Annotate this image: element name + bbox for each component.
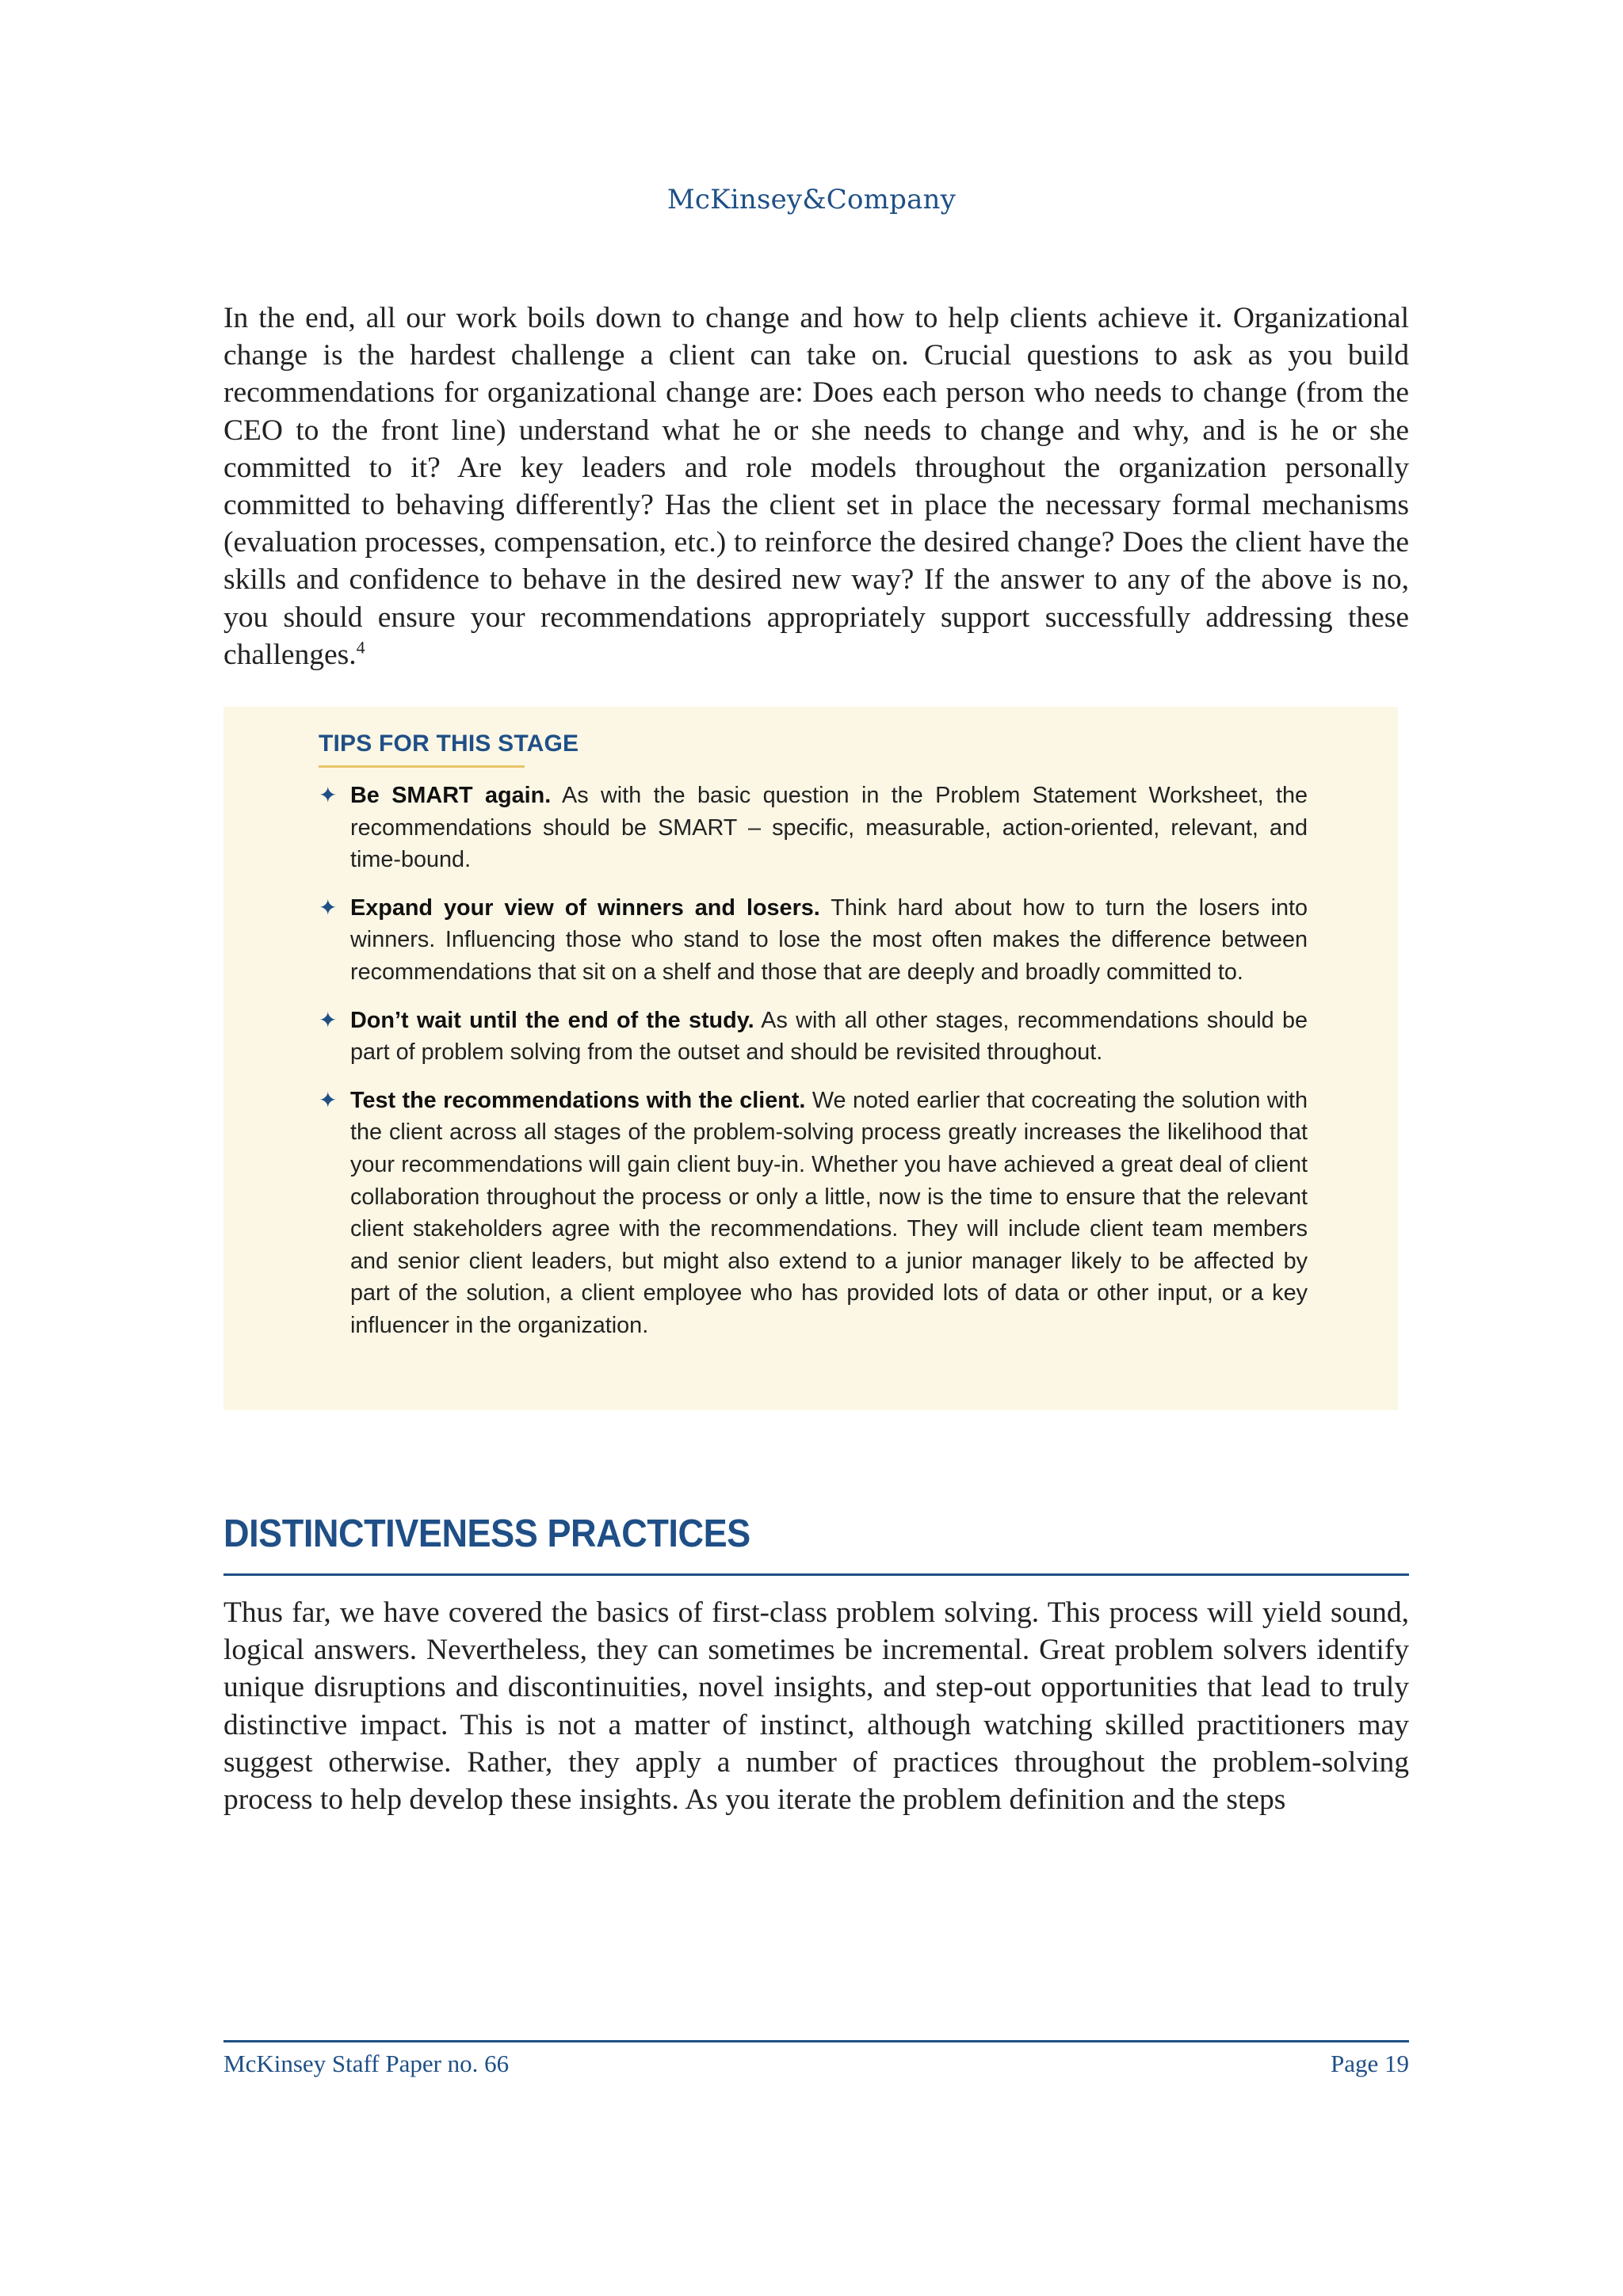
tip-text: As with all other stages, recommendations should be part of problem solving from the outset and should be revisited throughout. <box>350 1007 1308 1066</box>
star-bullet-icon: ✦ <box>319 1087 338 1112</box>
tip-text: Think hard about how to turn the losers into winners. Influencing those who stand to lose the most often makes the difference between recommendations that sit on a shelf and those that are deeply and broadly committed to. <box>350 894 1308 985</box>
star-bullet-icon: ✦ <box>319 894 338 920</box>
intro-paragraph-text: In the end, all our work boils down to change and how to help clients achieve it. Organizational change is the hardest challenge a client can take on. Crucial questions to ask as you build recommendations for organizational change are: Does each person who needs to change (from the CEO to the front line) understand what he or she needs to change and why, and is he or she committed to it? Are key leaders and role models throughout the organization personally committed to behaving differently? Has the client set in place the necessary formal mechanisms (evaluation processes, compensation, etc.) to reinforce the desired change? Does the client have the skills and confidence to behave in the desired new way? If the answer to any of the above is no, you should ensure your recommendations appropriately support successfully addressing these challenges. <box>223 302 1409 671</box>
footer-publication: McKinsey Staff Paper no. 66 <box>223 2050 510 2077</box>
section-heading: DISTINCTIVENESS PRACTICES <box>223 1512 750 1555</box>
tip-title: Don’t wait until the end of the study. <box>350 1007 754 1033</box>
section-heading-rule <box>223 1573 1409 1576</box>
tips-heading-underline <box>319 765 525 768</box>
star-bullet-icon: ✦ <box>319 783 338 807</box>
page-number: Page 19 <box>1330 2050 1409 2077</box>
tip-title: Test the recommendations with the client. <box>350 1087 806 1113</box>
section-paragraph: Thus far, we have covered the basics of first-class problem solving. This process will yield sound, logical answers. Nevertheless, they can sometimes be incremental. Great problem solvers identify unique disruptions and discontinuities, novel insights, and step-out opportunities that lead to truly distinctive impact. This is not a matter of instinct, although watching skilled practitioners may suggest otherwise. Rather, they apply a number of practices throughout the problem-solving process to help develop these insights. As you iterate the problem definition and the steps <box>223 1596 1409 1817</box>
tips-heading: TIPS FOR THIS STAGE <box>319 730 579 757</box>
tip-text: As with the basic question in the Problem Statement Worksheet, the recommendations should be SMART – specific, measurable, action-oriented, relevant, and time-bound. <box>350 783 1308 873</box>
tip-item <box>319 1005 1308 1069</box>
tip-text: We noted earlier that cocreating the solution with the client across all stages of the problem-solving process greatly increases the likelihood that your recommendations will gain client buy-in. Whether you have achieved a great deal of client collaboration throughout the process or only a little, now is the time to ensure that the relevant client stakeholders agree with the recommendations. They will include client team members and senior client leaders, but might also extend to a junior manager likely to be affected by part of the solution, a client employee who has provided lots of data or other input, or a key influencer in the organization. <box>350 1087 1308 1338</box>
tip-title: Expand your view of winners and losers. <box>350 894 820 921</box>
tips-list <box>319 780 1308 1358</box>
tip-item <box>319 1085 1308 1342</box>
footer-rule <box>223 2040 1409 2042</box>
tip-item <box>319 780 1308 876</box>
footnote-reference[interactable]: 4 <box>356 637 365 658</box>
tips-callout-box <box>223 707 1398 1410</box>
star-bullet-icon: ✦ <box>319 1007 338 1032</box>
tip-title: Be SMART again. <box>350 783 552 808</box>
tip-item <box>319 892 1308 989</box>
brand-logo: McKinsey&Company <box>666 184 957 215</box>
intro-paragraph <box>223 299 1409 673</box>
